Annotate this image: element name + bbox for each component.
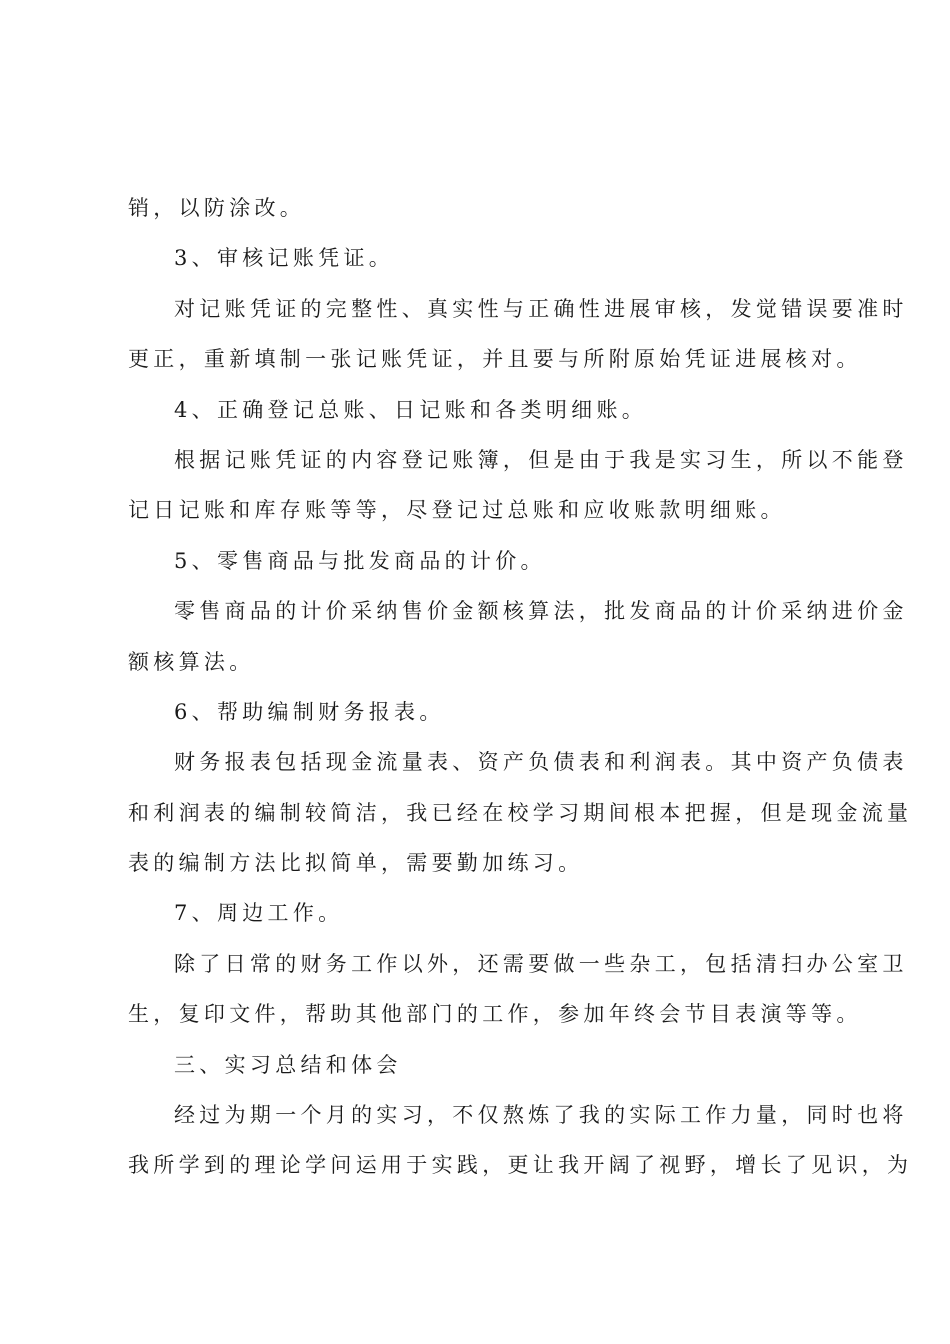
text-line: 销，以防涂改。 (128, 196, 306, 220)
text-line: 5、零售商品与批发商品的计价。 (174, 548, 546, 573)
text-line: 经过为期一个月的实习，不仅熬炼了我的实际工作力量，同时也将 (174, 1103, 908, 1128)
text-line: 表的编制方法比拟简单，需要勤加练习。 (128, 851, 584, 876)
document-body (128, 183, 913, 1191)
text-line: 对记账凭证的完整性、真实性与正确性进展审核，发觉错误要准时 (174, 296, 908, 321)
text-line: 财务报表包括现金流量表、资产负债表和利润表。其中资产负债表 (174, 750, 908, 775)
text-line: 零售商品的计价采纳售价金额核算法，批发商品的计价采纳进价金 (174, 599, 908, 624)
text-line: 生，复印文件，帮助其他部门的工作，参加年终会节目表演等等。 (128, 1002, 862, 1027)
text-line: 除了日常的财务工作以外，还需要做一些杂工，包括清扫办公室卫 (174, 951, 908, 976)
text-line: 三、实习总结和体会 (174, 1052, 402, 1077)
text-line: 额核算法。 (128, 649, 255, 674)
text-line: 记日记账和库存账等等，尽登记过总账和应收账款明细账。 (128, 498, 786, 523)
text-line: 7、周边工作。 (174, 901, 344, 926)
text-line: 和利润表的编制较简洁，我已经在校学习期间根本把握，但是现金流量 (128, 800, 913, 825)
text-line: 4、正确登记总账、日记账和各类明细账。 (174, 397, 648, 422)
text-line: 6、帮助编制财务报表。 (174, 699, 445, 724)
text-line: 根据记账凭证的内容登记账簿，但是由于我是实习生，所以不能登 (174, 447, 908, 472)
text-line: 更正，重新填制一张记账凭证，并且要与所附原始凭证进展核对。 (128, 347, 862, 372)
text-line: 我所学到的理论学问运用于实践，更让我开阔了视野，增长了见识，为 (128, 1153, 913, 1178)
text-line: 3、审核记账凭证。 (174, 246, 395, 271)
